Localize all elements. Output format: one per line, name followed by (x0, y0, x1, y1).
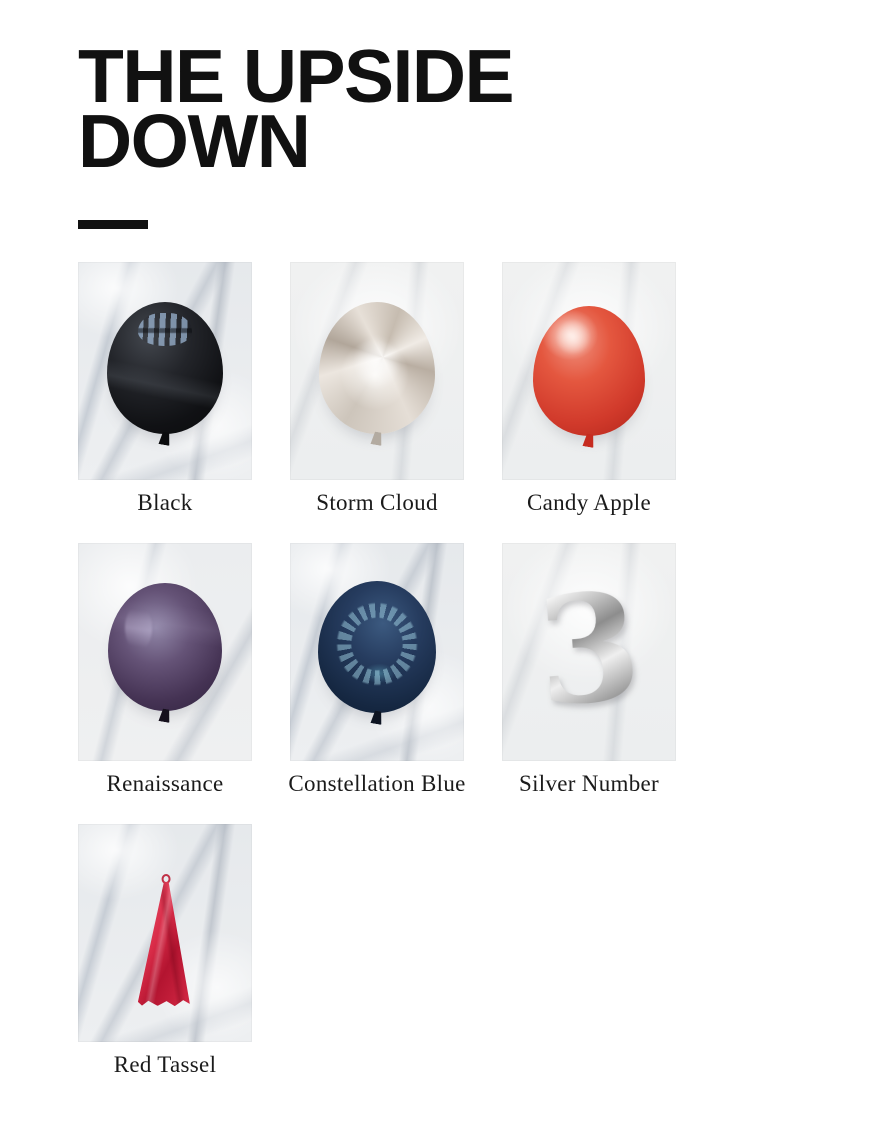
balloon-reflection (333, 599, 420, 689)
page-title: THE UPSIDE DOWN (78, 34, 514, 183)
balloon-reflection (138, 313, 191, 346)
swatch-renaissance (78, 543, 252, 806)
storm-cloud-balloon-photo (290, 262, 464, 480)
renaissance-balloon-image (108, 583, 222, 711)
swatch-label-candy-apple: Candy Apple (526, 489, 652, 515)
renaissance-balloon-photo (78, 543, 252, 761)
swatch-silver-number (502, 543, 676, 806)
swatch-black (78, 262, 252, 525)
red-tassel-photo (78, 824, 252, 1042)
swatch-red-tassel (78, 824, 252, 1087)
swatch-label-renaissance: Renaissance (106, 770, 224, 796)
storm-cloud-balloon-image (319, 302, 435, 434)
candy-apple-balloon-photo (502, 262, 676, 480)
black-balloon-photo (78, 262, 252, 480)
swatch-label-constellation-blue: Constellation Blue (288, 770, 466, 796)
swatch-grid (78, 262, 676, 1087)
tassel-body (138, 882, 192, 1007)
swatch-label-silver-number: Silver Number (519, 770, 659, 796)
balloon-reflection (347, 328, 407, 397)
balloon-reflection (555, 319, 591, 355)
title-underline-rule (78, 220, 148, 229)
swatch-label-black: Black (137, 489, 193, 515)
candy-apple-balloon-image (533, 306, 645, 436)
swatch-candy-apple (502, 262, 676, 525)
silver-number-balloon-photo (502, 543, 676, 761)
swatch-storm-cloud (290, 262, 464, 525)
swatch-constellation-blue (290, 543, 464, 806)
swatch-label-storm-cloud: Storm Cloud (316, 489, 438, 515)
balloon-reflection (125, 605, 152, 651)
silver-foil-number-3-image: 3 (502, 563, 676, 735)
constellation-blue-balloon-image (318, 581, 436, 713)
red-tassel-image (138, 874, 192, 1007)
black-balloon-image (107, 302, 223, 434)
constellation-blue-balloon-photo (290, 543, 464, 761)
swatch-label-red-tassel: Red Tassel (113, 1051, 217, 1077)
